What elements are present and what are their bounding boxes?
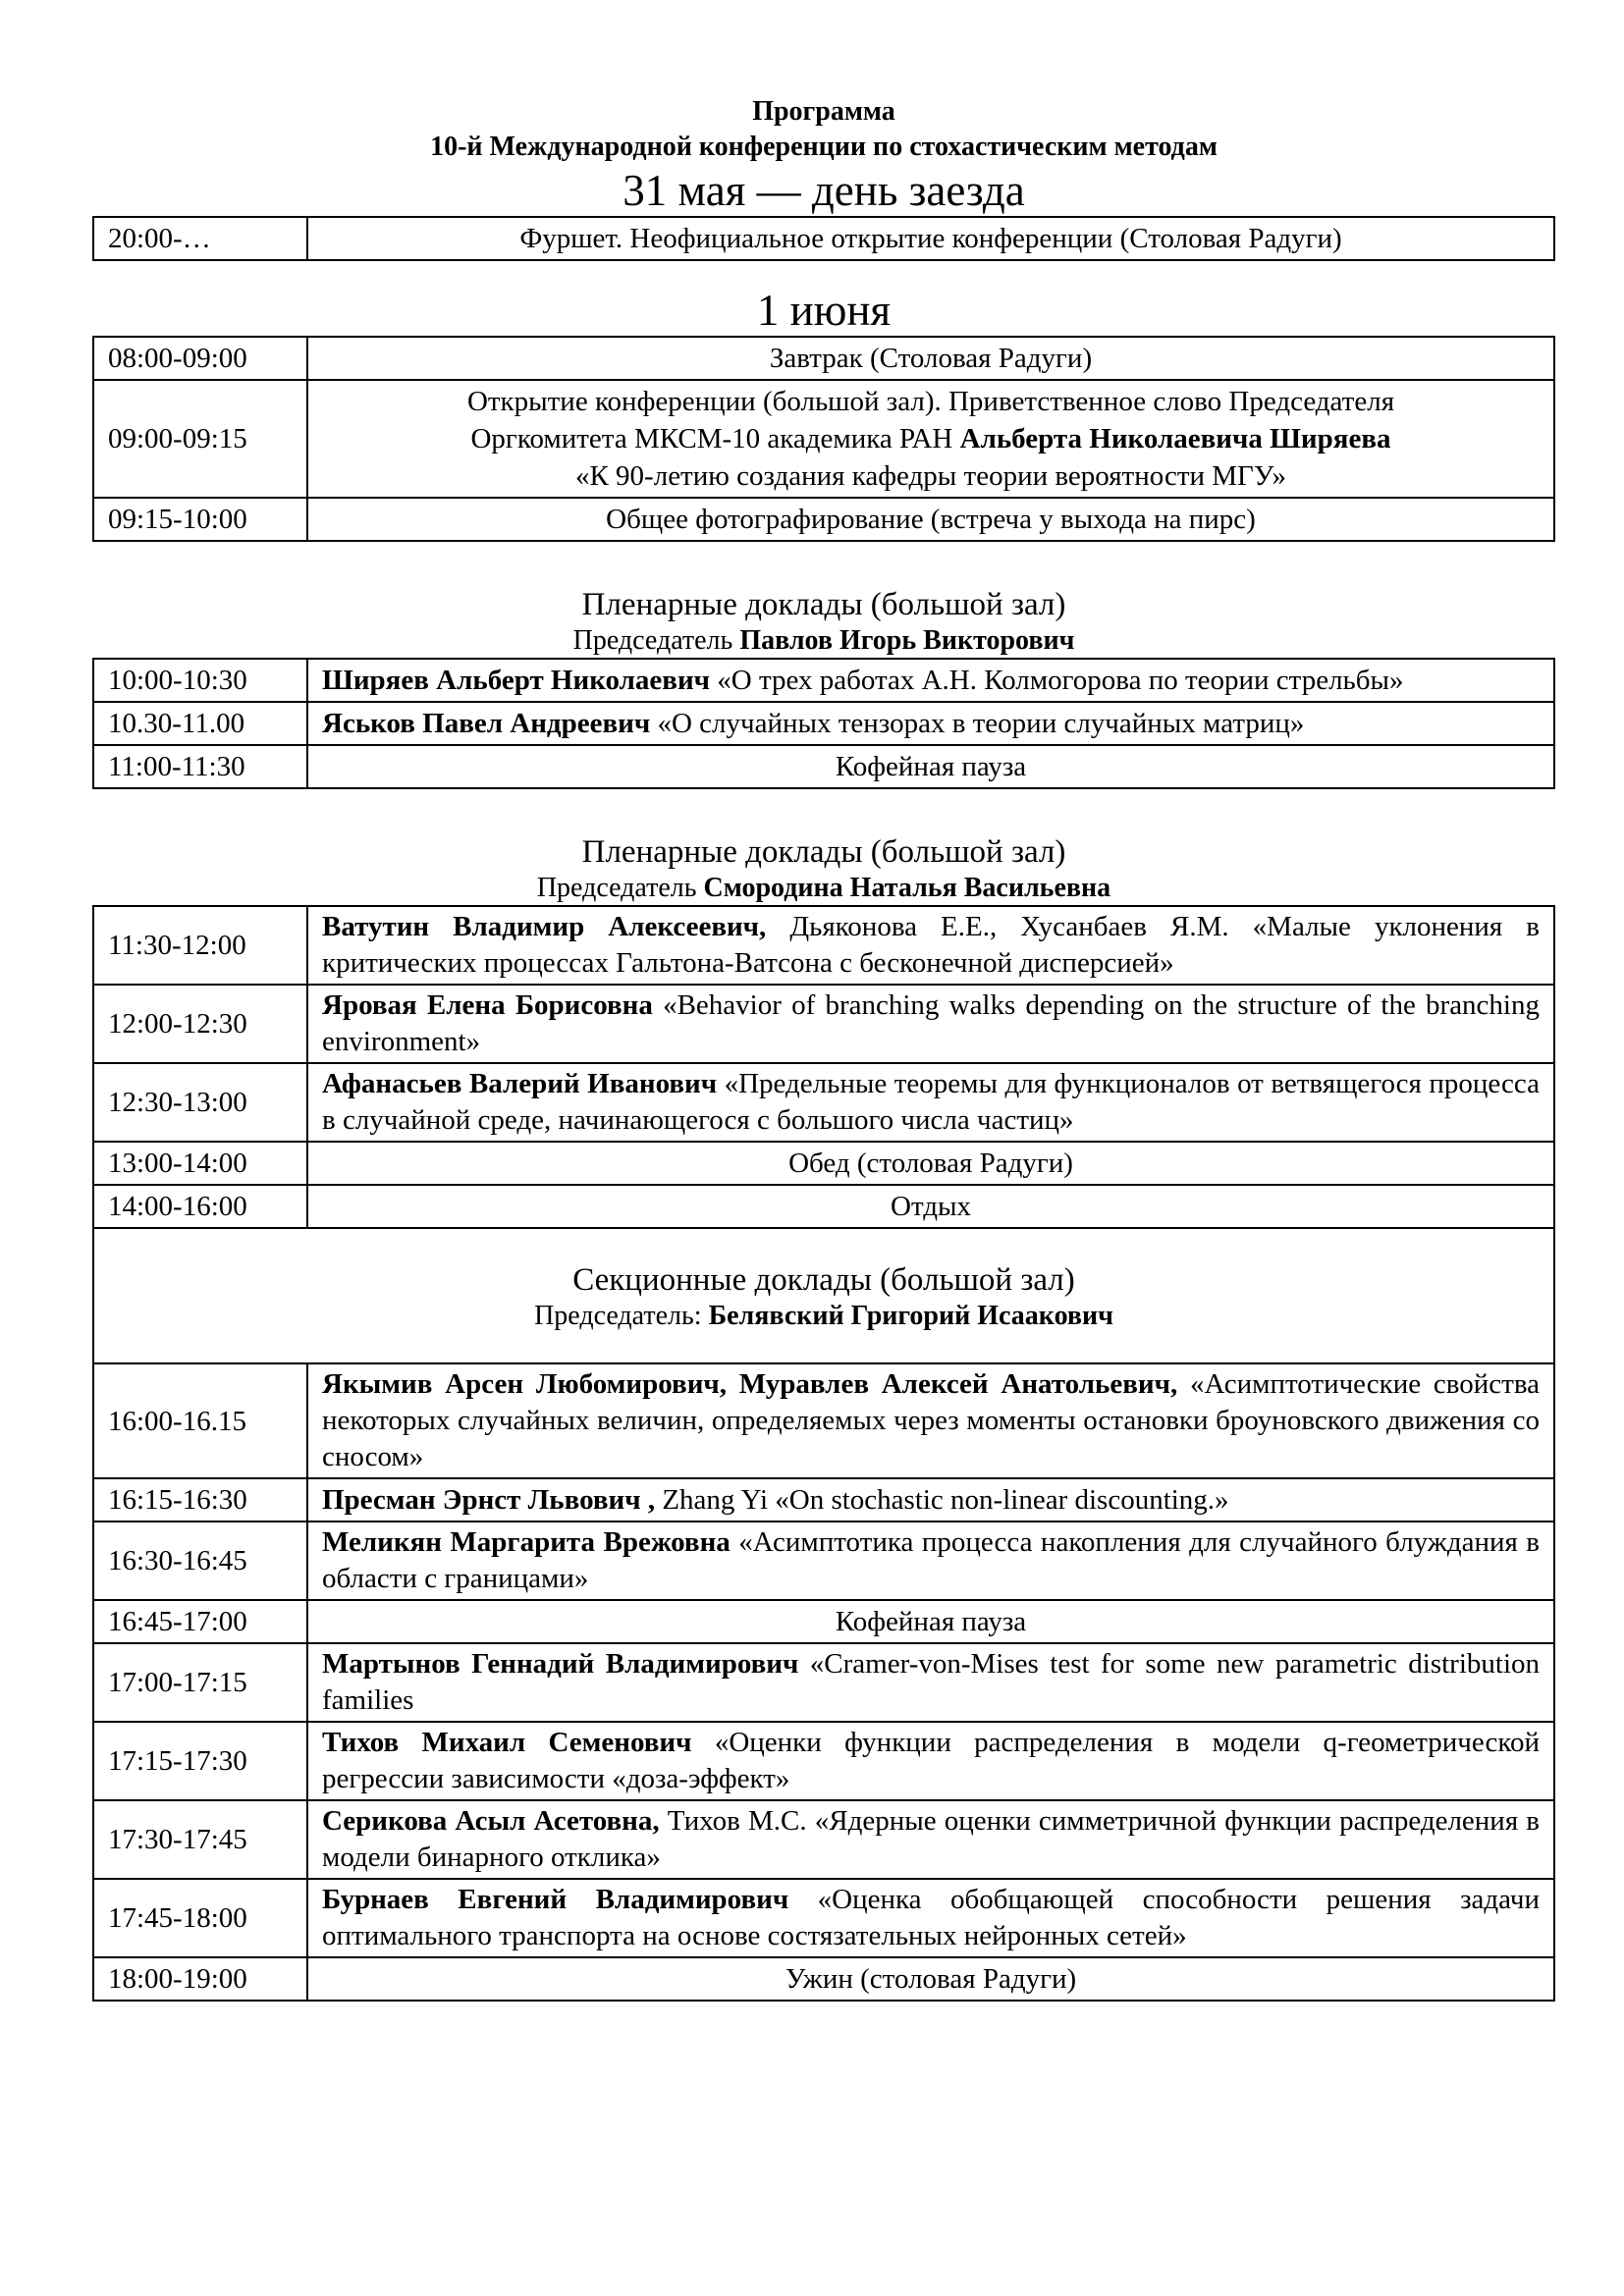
document-page bbox=[92, 94, 1555, 2002]
time-cell: 18:00-19:00 bbox=[93, 1957, 307, 2001]
talk-title: «Behavior of branching walks depending on the structure of the branching environment» bbox=[322, 989, 1540, 1057]
speaker-name: Тихов Михаил Семенович bbox=[322, 1727, 692, 1758]
chair-label: Председатель bbox=[536, 873, 704, 903]
time-cell: 12:30-13:00 bbox=[93, 1063, 307, 1142]
table-row bbox=[93, 1600, 1554, 1643]
table-row bbox=[93, 1643, 1554, 1722]
speaker-name: Ширяев Альберт Николаевич bbox=[322, 664, 711, 696]
time-cell: 13:00-14:00 bbox=[93, 1142, 307, 1185]
time-cell: 09:00-09:15 bbox=[93, 380, 307, 498]
time-cell: 17:00-17:15 bbox=[93, 1643, 307, 1722]
talk-cell bbox=[307, 1522, 1554, 1600]
event-cell: Кофейная пауза bbox=[307, 745, 1554, 788]
time-cell: 11:30-12:00 bbox=[93, 906, 307, 985]
session-heading: Пленарные доклады (большой зал) bbox=[581, 587, 1066, 622]
talk-title: «Оценка обобщающей способности решения задачи оптимального транспорта на основе состязательных нейронных сетей» bbox=[322, 1884, 1541, 1951]
time-cell: 16:30-16:45 bbox=[93, 1522, 307, 1600]
event-cell bbox=[307, 380, 1554, 498]
day-heading-june1: 1 июня bbox=[756, 286, 892, 335]
table-row bbox=[93, 1363, 1554, 1478]
time-cell: 17:30-17:45 bbox=[93, 1800, 307, 1879]
time-cell: 14:00-16:00 bbox=[93, 1185, 307, 1228]
table-row bbox=[93, 337, 1554, 380]
chair-label: Председатель bbox=[572, 625, 740, 656]
event-line: «К 90-летию создания кафедры теории вероятности МГУ» bbox=[574, 460, 1287, 492]
speaker-name: Ватутин Владимир Алексеевич, bbox=[322, 911, 767, 942]
time-cell: 17:15-17:30 bbox=[93, 1722, 307, 1800]
conference-title: 10-й Международной конференции по стохастическим методам bbox=[430, 132, 1218, 162]
talk-title: Тихов М.С. «Ядерные оценки симметричной функции распределения в модели бинарного отклика» bbox=[322, 1805, 1540, 1873]
event-cell: Общее фотографирование (встреча у выхода на пирс) bbox=[307, 498, 1554, 541]
talk-title: «О трех работах А.Н. Колмогорова по теории стрельбы» bbox=[710, 664, 1404, 696]
session-chair bbox=[92, 872, 1555, 905]
table-row bbox=[93, 745, 1554, 788]
table-row bbox=[93, 985, 1554, 1063]
talk-cell bbox=[307, 659, 1554, 702]
speaker-name: Афанасьев Валерий Иванович bbox=[322, 1068, 718, 1099]
time-cell: 16:45-17:00 bbox=[93, 1600, 307, 1643]
table-row bbox=[93, 1722, 1554, 1800]
talk-cell bbox=[307, 1879, 1554, 1957]
talk-title: «Предельные теоремы для функционалов от ветвящегося процесса в случайной среде, начинающегося с большого числа частиц» bbox=[322, 1068, 1540, 1136]
table-row bbox=[93, 1957, 1554, 2001]
event-cell: Ужин (столовая Радуги) bbox=[307, 1957, 1554, 2001]
session-heading: Пленарные доклады (большой зал) bbox=[581, 834, 1066, 870]
talk-title: «Асимптотические свойства некоторых случайных величин, определяемых через моменты остановки броуновского движения со сносом» bbox=[322, 1368, 1540, 1472]
schedule-table-may31 bbox=[92, 216, 1555, 261]
speaker-name: Яськов Павел Андреевич bbox=[322, 707, 651, 739]
table-row bbox=[93, 1185, 1554, 1228]
event-cell: Обед (столовая Радуги) bbox=[307, 1142, 1554, 1185]
time-cell: 10.30-11.00 bbox=[93, 702, 307, 745]
program-title: Программа bbox=[752, 96, 895, 127]
event-line: Открытие конференции (большой зал). Приветственное слово Председателя bbox=[466, 386, 1395, 417]
schedule-table-june1-morning bbox=[92, 336, 1555, 542]
table-row bbox=[93, 1228, 1554, 1363]
table-row bbox=[93, 1142, 1554, 1185]
event-cell: Завтрак (Столовая Радуги) bbox=[307, 337, 1554, 380]
speaker-name: Якымив Арсен Любомирович, Муравлев Алексей Анатольевич, bbox=[322, 1368, 1178, 1400]
speaker-name: Мартынов Геннадий Владимирович bbox=[322, 1648, 799, 1680]
table-row bbox=[93, 1063, 1554, 1142]
talk-cell bbox=[307, 985, 1554, 1063]
time-cell: 12:00-12:30 bbox=[93, 985, 307, 1063]
session-chair bbox=[92, 624, 1555, 658]
talk-cell bbox=[307, 1363, 1554, 1478]
talk-cell bbox=[307, 1478, 1554, 1522]
speaker-name: Пресман Эрнст Львович , bbox=[322, 1483, 656, 1516]
schedule-table-plenary-2 bbox=[92, 905, 1555, 2002]
talk-title: «Оценки функции распределения в модели q-геометрической регрессии зависимости «доза-эффект» bbox=[322, 1727, 1540, 1794]
time-cell: 09:15-10:00 bbox=[93, 498, 307, 541]
table-row bbox=[93, 702, 1554, 745]
talk-cell bbox=[307, 1063, 1554, 1142]
talk-title: Zhang Yi «On stochastic non-linear discounting.» bbox=[655, 1483, 1229, 1516]
talk-cell bbox=[307, 1643, 1554, 1722]
speaker-name: Серикова Асыл Асетовна, bbox=[322, 1805, 660, 1837]
table-row bbox=[93, 380, 1554, 498]
time-cell: 16:15-16:30 bbox=[93, 1478, 307, 1522]
table-row bbox=[93, 659, 1554, 702]
table-row bbox=[93, 217, 1554, 260]
table-row bbox=[93, 1478, 1554, 1522]
chair-name: Смородина Наталья Васильевна bbox=[703, 873, 1111, 903]
chair-name: Белявский Григорий Исаакович bbox=[708, 1301, 1113, 1331]
session-heading: Секционные доклады (большой зал) bbox=[572, 1262, 1075, 1298]
talk-title: «Асимптотика процесса накопления для случайного блуждания в области с границами» bbox=[322, 1526, 1540, 1594]
time-cell: 17:45-18:00 bbox=[93, 1879, 307, 1957]
event-text: Оргкомитета МКСМ-10 академика РАН bbox=[470, 423, 960, 454]
talk-title: «О случайных тензорах в теории случайных матриц» bbox=[650, 707, 1305, 739]
talk-title: Дьяконова Е.Е., Хусанбаев Я.М. «Малые уклонения в критических процессах Гальтона-Ватсона с бесконечной дисперсией» bbox=[322, 911, 1541, 979]
chair-name: Павлов Игорь Викторович bbox=[739, 625, 1075, 656]
time-cell: 08:00-09:00 bbox=[93, 337, 307, 380]
table-row bbox=[93, 1522, 1554, 1600]
table-row bbox=[93, 1800, 1554, 1879]
speaker-name: Альберта Николаевича Ширяева bbox=[959, 423, 1391, 454]
chair-label: Председатель: bbox=[534, 1301, 709, 1331]
session-chair bbox=[108, 1300, 1540, 1333]
time-cell: 11:00-11:30 bbox=[93, 745, 307, 788]
speaker-name: Меликян Маргарита Врежовна bbox=[322, 1526, 731, 1558]
time-cell: 20:00-… bbox=[93, 217, 307, 260]
speaker-name: Бурнаев Евгений Владимирович bbox=[322, 1884, 789, 1915]
event-cell: Фуршет. Неофициальное открытие конференции (Столовая Радуги) bbox=[307, 217, 1554, 260]
speaker-name: Яровая Елена Борисовна bbox=[322, 989, 653, 1021]
talk-cell bbox=[307, 702, 1554, 745]
event-cell: Кофейная пауза bbox=[307, 1600, 1554, 1643]
time-cell: 10:00-10:30 bbox=[93, 659, 307, 702]
table-row bbox=[93, 906, 1554, 985]
event-line bbox=[322, 420, 1540, 457]
talk-cell bbox=[307, 906, 1554, 985]
talk-cell bbox=[307, 1800, 1554, 1879]
time-cell: 16:00-16.15 bbox=[93, 1363, 307, 1478]
schedule-table-plenary-1 bbox=[92, 658, 1555, 789]
event-cell: Отдых bbox=[307, 1185, 1554, 1228]
table-row bbox=[93, 498, 1554, 541]
talk-cell bbox=[307, 1722, 1554, 1800]
talk-title: «Cramer-von-Mises test for some new parametric distribution families bbox=[322, 1648, 1540, 1716]
table-row bbox=[93, 1879, 1554, 1957]
session-header-cell bbox=[93, 1228, 1554, 1363]
day-heading-may31: 31 мая — день заезда bbox=[623, 166, 1025, 215]
